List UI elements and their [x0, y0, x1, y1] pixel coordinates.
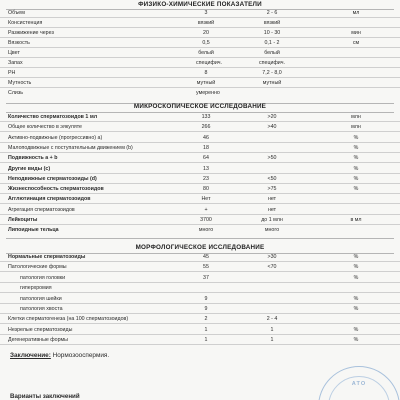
stamp-icon: АТО: [318, 366, 400, 400]
divider: [6, 238, 394, 239]
table-row: [0, 19, 400, 28]
row-unit: см: [352, 40, 360, 46]
section-morph-heading: МОРФОЛОГИЧЕСКОЕ ИССЛЕДОВАНИЕ: [135, 244, 265, 251]
row-unit: %: [353, 134, 359, 141]
row-norm: вязкий: [263, 20, 281, 26]
table-row: [0, 274, 400, 283]
row-value: 45: [203, 254, 209, 260]
table-row: [0, 206, 400, 215]
row-value: вязкий: [197, 20, 215, 26]
row-value: 55: [203, 264, 209, 271]
table-row: [0, 305, 400, 314]
conclusion: [10, 352, 109, 359]
row-unit: %: [353, 186, 359, 193]
row-value: +: [204, 206, 208, 213]
table-row: [0, 49, 400, 58]
table-row: [0, 144, 400, 153]
table-row: [0, 336, 400, 345]
row-label: Агглютинация сперматозоидов: [8, 196, 91, 203]
row-unit: %: [353, 165, 359, 172]
row-value: умеренно: [196, 90, 220, 96]
table-row: [0, 165, 400, 174]
table-row: [0, 79, 400, 88]
row-label: Лейкоциты: [8, 217, 38, 223]
row-label: Слизь: [8, 90, 24, 96]
row-label: Малоподвижные с поступательным движением (b): [8, 144, 133, 151]
row-unit: %: [353, 274, 359, 281]
row-label: Количество сперматозоидов 1 мл: [8, 114, 98, 120]
table-row: [0, 175, 400, 184]
row-label: Разжижение через: [8, 30, 54, 36]
variants-label: Варианты заключений: [10, 393, 80, 400]
table-row: [0, 195, 400, 204]
table-row: [0, 113, 400, 122]
row-label: Цвет: [8, 50, 20, 56]
row-value: 266: [201, 124, 211, 131]
row-unit: млн: [351, 114, 361, 120]
row-value: много: [198, 227, 214, 234]
row-norm: 2 - 6: [266, 10, 278, 16]
row-label: патология хвоста: [20, 306, 63, 312]
row-norm: >30: [267, 254, 277, 260]
table-row: [0, 59, 400, 68]
row-label: Незрелые сперматозоиды: [8, 326, 73, 333]
table-row: [0, 9, 400, 18]
row-label: Общее количество в эякуляте: [8, 124, 83, 131]
row-label: патология головки: [20, 274, 66, 281]
row-value: 8: [204, 70, 208, 76]
row-label: Другие виды (c): [8, 165, 51, 172]
row-label: Вязкость: [8, 40, 30, 46]
table-row: [0, 69, 400, 78]
row-value: 9: [204, 306, 208, 312]
row-norm: 7,2 - 8,0: [262, 70, 282, 76]
row-label: гиперхромия: [20, 285, 52, 292]
row-label: Подвижность a + b: [8, 155, 58, 162]
row-unit: в мл: [350, 217, 362, 223]
table-row: [0, 134, 400, 143]
row-label: PH: [8, 70, 16, 76]
row-label: Нормальные сперматозоиды: [8, 254, 86, 260]
row-value: 37: [203, 274, 209, 281]
row-unit: млн: [351, 124, 361, 131]
table-row: [0, 29, 400, 38]
row-norm: <50: [267, 175, 277, 182]
table-row: [0, 123, 400, 132]
row-label: Неподвижные сперматозоиды (d): [8, 175, 97, 182]
row-value: белый: [198, 50, 214, 56]
row-norm: мутный: [262, 80, 282, 86]
row-value: 18: [203, 144, 209, 151]
table-row: [0, 39, 400, 48]
table-row: [0, 315, 400, 324]
row-value: 2: [204, 316, 208, 323]
conclusion-text: Нормозооспермия.: [52, 352, 110, 359]
row-norm: специфич.: [258, 60, 285, 66]
row-value: мутный: [196, 80, 216, 86]
row-norm: 0,1 - 2: [264, 40, 280, 46]
table-row: [0, 89, 400, 98]
row-value: 64: [203, 155, 209, 162]
row-norm: нет: [267, 206, 277, 213]
table-row: [0, 253, 400, 262]
row-label: Дегенеративные формы: [8, 337, 68, 344]
row-label: Клетки сперматогенеза (на 100 сперматозоидов): [8, 316, 129, 323]
row-value: 1: [204, 326, 208, 333]
row-value: 9: [204, 295, 208, 302]
row-value: 3700: [200, 217, 212, 223]
row-unit: %: [353, 155, 359, 162]
row-value: 20: [203, 30, 209, 36]
row-value: 80: [203, 186, 209, 193]
row-norm: до 1 млн: [261, 217, 283, 223]
row-value: Нет: [201, 196, 211, 203]
section-physchem-heading: ФИЗИКО-ХИМИЧЕСКИЕ ПОКАЗАТЕЛИ: [138, 1, 262, 8]
row-norm: 2 - 4: [266, 316, 278, 323]
table-row: [0, 295, 400, 304]
row-norm: много: [264, 227, 280, 234]
table-row: [0, 226, 400, 235]
row-unit: %: [353, 264, 359, 271]
row-norm: >40: [267, 124, 277, 131]
row-unit: %: [353, 326, 359, 333]
row-norm: >50: [267, 155, 277, 162]
table-row: [0, 284, 400, 293]
row-value: 13: [203, 165, 209, 172]
row-value: 133: [201, 114, 211, 120]
row-unit: %: [353, 306, 359, 312]
row-label: Объем: [8, 10, 25, 16]
row-norm: >20: [267, 114, 277, 120]
row-label: Мутность: [8, 80, 32, 86]
row-value: 23: [203, 175, 209, 182]
row-label: Консистенция: [8, 20, 43, 26]
row-norm: <70: [267, 264, 277, 271]
row-unit: %: [353, 295, 359, 302]
row-label: Патологические формы: [8, 264, 67, 271]
row-unit: мин: [351, 30, 361, 36]
conclusion-label: Заключение:: [10, 352, 51, 359]
row-label: Активно-подвижные (прогрессивно) a): [8, 134, 103, 141]
row-label: Липоидные тельца: [8, 227, 59, 234]
row-label: патология шейки: [20, 295, 62, 302]
row-norm: 1: [270, 326, 274, 333]
row-unit: мл: [352, 10, 360, 16]
row-norm: нет: [267, 196, 277, 203]
row-unit: %: [353, 337, 359, 344]
row-norm: 10 - 30: [263, 30, 281, 36]
row-value: 0,5: [202, 40, 210, 46]
table-row: [0, 326, 400, 335]
row-value: 1: [204, 337, 208, 344]
row-unit: %: [353, 175, 359, 182]
row-value: 46: [203, 134, 209, 141]
table-row: [0, 263, 400, 272]
row-norm: 1: [270, 337, 274, 344]
row-label: Запах: [8, 60, 23, 66]
row-unit: %: [353, 144, 359, 151]
row-label: Агрегация сперматозоидов: [8, 206, 75, 213]
table-row: [0, 185, 400, 194]
table-row: [0, 154, 400, 163]
row-value: специфич.: [196, 60, 223, 66]
row-norm: >75: [267, 186, 277, 193]
row-value: 3: [204, 10, 208, 16]
row-unit: %: [353, 254, 359, 260]
table-row: [0, 216, 400, 225]
row-norm: белый: [264, 50, 280, 56]
row-label: Жизнеспособность сперматозоидов: [8, 186, 104, 193]
section-micro-heading: МИКРОСКОПИЧЕСКОЕ ИССЛЕДОВАНИЕ: [133, 103, 267, 110]
